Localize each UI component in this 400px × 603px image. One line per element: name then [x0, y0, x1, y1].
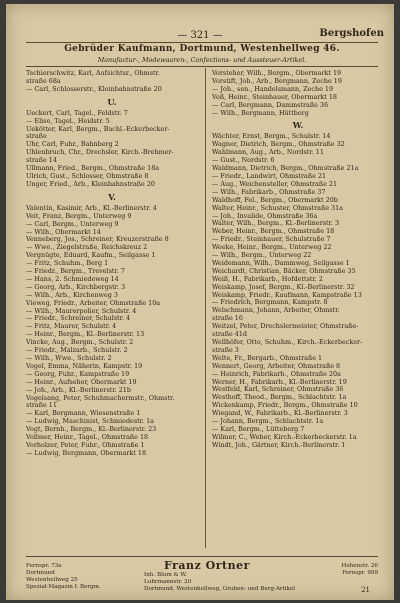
directory-entry: Vorstift, Joh., Arb., Bergmann, Zeche 19 — [212, 77, 342, 85]
directory-entry: — Johann, Bergm., Schlachtstr. 1a — [212, 418, 324, 426]
directory-entry: Vorholzer, Peter, Fuhr., Ohmstraße 1 — [26, 441, 145, 449]
footer-advert-title: Franz Ortner — [164, 559, 250, 572]
letter-heading: V. — [108, 191, 116, 202]
directory-entry: Venneberg, Jos., Schreiner, Kreuzerstraße 8 — [26, 236, 169, 244]
directory-entry: Westfeld, Karl, Schreiner, Ohmstraße 36 — [212, 386, 344, 394]
directory-entry: — Carl, Bergm., Unterweg 9 — [26, 220, 119, 228]
footer-left-line: Dortmund — [26, 570, 55, 576]
page-number: — 321 — — [177, 30, 223, 41]
directory-entry: — Ludwig, Maschinist, Schmiedestr. 1a — [26, 418, 154, 426]
directory-entry: — Gust., Nordstr. 6 — [212, 157, 275, 165]
directory-entry: — Wilh., Obermarkt 14 — [26, 228, 101, 236]
directory-entry: Windt, Joh., Gärtner, Kirch.-Berlinerstr. 1 — [212, 441, 346, 449]
directory-entry: Waldhoff, Fel., Bergm., Obermarkt 20b — [212, 196, 338, 204]
footer-center-line: Luhrmannstr. 20 — [144, 579, 192, 585]
directory-entry: — Wwe., Ziegelstraße, Reichskreuz 2 — [26, 244, 148, 252]
column-divider — [205, 68, 206, 548]
directory-entry: — Fritz, Schuhm., Berg 1 — [26, 260, 109, 268]
footer-right-line: Hohenstr. 26 — [341, 563, 378, 569]
directory-entry: Welschmann, Johann, Arbeiter, Ohmstr. — [212, 307, 340, 315]
directory-entry: Weiskamp, Friedr., Kaufmann, Kampstraße 13 — [212, 291, 362, 299]
directory-entry: — Wilh., Wwe., Schulstr. 2 — [26, 355, 112, 362]
section-heading: Bergshofen — [319, 28, 384, 39]
directory-entry: — Joh., Invalide, Ohmstraße 36a — [212, 212, 318, 220]
directory-entry: Veit, Franz, Bergm., Unterweg 9 — [26, 212, 132, 220]
directory-entry: — Friedr., Steinhauer, Schulstraße 7 — [212, 236, 331, 244]
footer-left-line: Spezial-Magazin f. Bergm. — [26, 584, 101, 590]
directory-entry: — Aug., Weichensteller, Ohmstraße 21 — [212, 180, 338, 188]
directory-entry: Vollmer, Heinr., Tagel., Ohmstraße 18 — [26, 434, 149, 442]
directory-entry: — Ludwig, Bergmann, Obermarkt 18 — [26, 449, 147, 457]
directory-entry: — Heinr., Bergm., Kl.-Berlinerstr. 13 — [26, 331, 145, 339]
directory-entry: — Heinrich, Fabrikarb., Ohmstraße 20a — [212, 370, 341, 378]
directory-entry: Weeke, Heinr., Bergm., Unterweg 22 — [212, 244, 332, 252]
directory-entry: Wilmer, C., Weber, Kirch.-Eckerbeckerstr. 1a — [212, 433, 357, 441]
directory-entry: — Friedr., Malzarb., Schulstr. 2 — [26, 347, 128, 355]
directory-entry: Uekötter, Karl, Bergm., Bachl.-Eckerbecker- — [26, 125, 170, 133]
directory-entry: — Georg, Arb., Kirchbergstr. 3 — [26, 283, 126, 291]
directory-entry: Wiegand, W., Fabrikarb., Kl.-Berlinerstr. 3 — [212, 410, 348, 418]
directory-entry: Welte, Fr., Bergarb., Ohmstraße 1 — [212, 354, 323, 362]
directory-entry: — Joh., Arb., Kl.-Berlinerstr. 21b — [26, 386, 131, 394]
directory-entry: Wächter, Ernst, Bergm., Schulstr. 14 — [212, 133, 331, 141]
footer-left — [26, 563, 146, 591]
directory-entry: Werner, H., Fabrikarb., Kl.-Berlinerstr. 19 — [212, 378, 347, 386]
directory-entry: Uhlenbruch, Chr., Drechsler, Kirch.-Brehmer- — [26, 149, 174, 157]
directory-entry: Weidemann, Wilh., Dammweg, Seilgasse 1 — [212, 259, 350, 267]
footer-center-line: Inh. Blum & W. — [144, 572, 187, 578]
title-rule — [26, 66, 378, 67]
directory-entry: — Karl, Bergm., Lütteberg 7 — [212, 425, 305, 433]
footer-center-line: Dortmund, Westenhellweg, Gruben- und Berg-Artikel — [144, 586, 296, 592]
directory-entry: Waldmann, Dietrich, Bergm., Ohmstraße 21a — [212, 165, 359, 173]
directory-entry: Vieweg, Friedr., Arbeiter, Ohmstraße 10a — [26, 299, 161, 307]
directory-entry: — Elise, Tagel., Heidstr. 5 — [26, 117, 110, 125]
directory-entry: — Hans, 2. Schmiedeweg 14 — [26, 275, 119, 283]
directory-entry: Weitzel, Peter, Drechslermeister, Ohmstraße- — [212, 323, 359, 331]
directory-entry: Weichardt, Christian, Bäcker, Ohmstraße 35 — [212, 267, 356, 275]
directory-entry: Vorsteher, Wilh., Bergm., Obermarkt 19 — [212, 70, 342, 77]
directory-entry: Vincke, Aug., Bergm., Schulstr. 2 — [26, 339, 134, 347]
footer-rule — [26, 556, 378, 557]
directory-entry: Ullmann, Fried., Bergm., Ohmstraße 18a — [26, 165, 160, 173]
directory-entry: straße 3 — [212, 346, 239, 354]
directory-entry: Vergnügte, Eduard, Kaufm., Seilgasse 1 — [26, 252, 156, 260]
footer-right-line: Fernspr. 999 — [342, 570, 378, 576]
directory-entry: Wennert, Georg, Arbeiter, Ohmstraße 8 — [212, 362, 341, 370]
directory-entry: — Friedr., Landwirt, Ohmstraße 21 — [212, 172, 327, 180]
directory-entry: Weiskamp, Josef, Bergm., Kl.-Berlinerstr. 32 — [212, 283, 355, 291]
directory-entry: — Carl, Schlosserstr., Kleinbahnstraße 20 — [26, 85, 162, 93]
directory-entry: straße 41d — [212, 331, 248, 339]
directory-entry: Vogel, Emma, Näherin, Kampstr. 19 — [26, 362, 143, 370]
directory-entry: Ulrich, Gust., Schlosser, Ohmstraße 8 — [26, 172, 149, 180]
directory-entry: Vogt, Bernh., Bergm., Kl.-Berlinerstr. 23 — [26, 426, 157, 434]
directory-entry: Weiß, H., Fabrikarb., Hofdettstr. 2 — [212, 275, 323, 283]
directory-entry: straße 68a — [26, 77, 61, 85]
directory-entry: Wagner, Dietrich, Bergm., Ohmstraße 32 — [212, 141, 345, 149]
directory-entry: — Georg, Fuhr., Kampstraße 19 — [26, 370, 130, 378]
directory-entry: — Wilh., Bergm., Unterweg 22 — [212, 252, 312, 260]
directory-entry: Wickenkamp, Friedr., Bergm., Ohmstraße 10 — [212, 402, 358, 410]
directory-entry: Unger, Fried., Arb., Kleinbahnstraße 20 — [26, 180, 155, 188]
directory-entry: Westhoff, Theod., Bergm., Schlachtstr. 1a — [212, 394, 347, 402]
directory-entry: Weber, Heinr., Bergm., Ohmstraße 18 — [212, 228, 335, 236]
directory-entry: — Wilh., Bergmann, Hüttberg — [212, 109, 309, 117]
directory-entry: Uhr, Carl, Fuhr., Bahnberg 2 — [26, 141, 119, 149]
header-rule — [26, 42, 378, 43]
directory-entry: — Wilh., Arb., Kirchenweg 3 — [26, 291, 118, 299]
directory-entry: — Friedrich, Bergmann, Kampstr. 8 — [212, 299, 328, 307]
directory-entry: Tschierschwitz, Karl, Aufsichtsr., Ohmstr. — [26, 70, 160, 77]
directory-entry: straße — [26, 133, 47, 141]
directory-entry: — Friedr., Bergm., Trevelstr. 7 — [26, 268, 125, 276]
directory-entry: Voß, Heinr., Steinhauer, Obermarkt 18 — [212, 93, 337, 101]
directory-entry: Vogelsang, Peter, Schuhmachermstr., Ohmstr. — [26, 394, 175, 402]
directory-page — [6, 4, 394, 600]
directory-entry: — Wilh., Maurerpolier, Schulstr. 4 — [26, 307, 137, 315]
directory-entry: Wellhöfer, Otto, Schuhm., Kirch.-Eckerbecker- — [212, 339, 363, 346]
directory-entry: Walter, Heinr., Schuster, Ohmstraße 31a — [212, 204, 343, 212]
directory-entry: — Karl, Bergmann, Wiesenstraße 1 — [26, 410, 141, 418]
advert-title: Gebrüder Kaufmann, Dortmund, Westenhellweg 46. — [64, 44, 340, 54]
directory-entry: Valentin, Kasimir, Arb., Kl.-Berlinerstr. 4 — [26, 204, 157, 212]
directory-entry: straße 16 — [212, 315, 243, 323]
advert-subtitle: Manufactur-, Modewaaren-, Confections- und Aussteuer-Artikel. — [97, 56, 307, 64]
right-column — [212, 70, 384, 450]
directory-entry: — Fritz, Maurer, Schulstr. 4 — [26, 323, 117, 331]
left-column — [26, 70, 198, 458]
footer-left-line: Westenhellweg 25 — [26, 577, 78, 583]
directory-entry: Wahlmann, Aug., Arb., Nordstr. 11 — [212, 149, 324, 157]
directory-entry: straße 14 — [26, 157, 57, 165]
directory-entry: — Carl, Bergmann, Dammstraße 36 — [212, 101, 329, 109]
directory-entry: Ueckert, Carl, Tagel., Feldstr. 7 — [26, 109, 128, 117]
directory-entry: — Heinr., Aufseher, Obermarkt 19 — [26, 378, 137, 386]
directory-entry: Walter, Wilh., Bergm., Kl.-Berlinerstr. 3 — [212, 220, 340, 228]
directory-entry: — Wilh., Fabrikarb., Ohmstraße 37 — [212, 188, 326, 196]
directory-entry: straße 11 — [26, 402, 57, 410]
directory-entry: — Joh., sen., Handelsmann, Zeche 19 — [212, 85, 334, 93]
footer-right — [314, 563, 378, 577]
footer-left-line: Fernspr. 73e — [26, 563, 62, 569]
page-index: 21 — [361, 586, 370, 594]
letter-heading: W. — [292, 120, 304, 131]
letter-heading: U. — [107, 96, 117, 107]
directory-entry: — Friedr., Schreiner, Schulstr. 4 — [26, 315, 131, 323]
